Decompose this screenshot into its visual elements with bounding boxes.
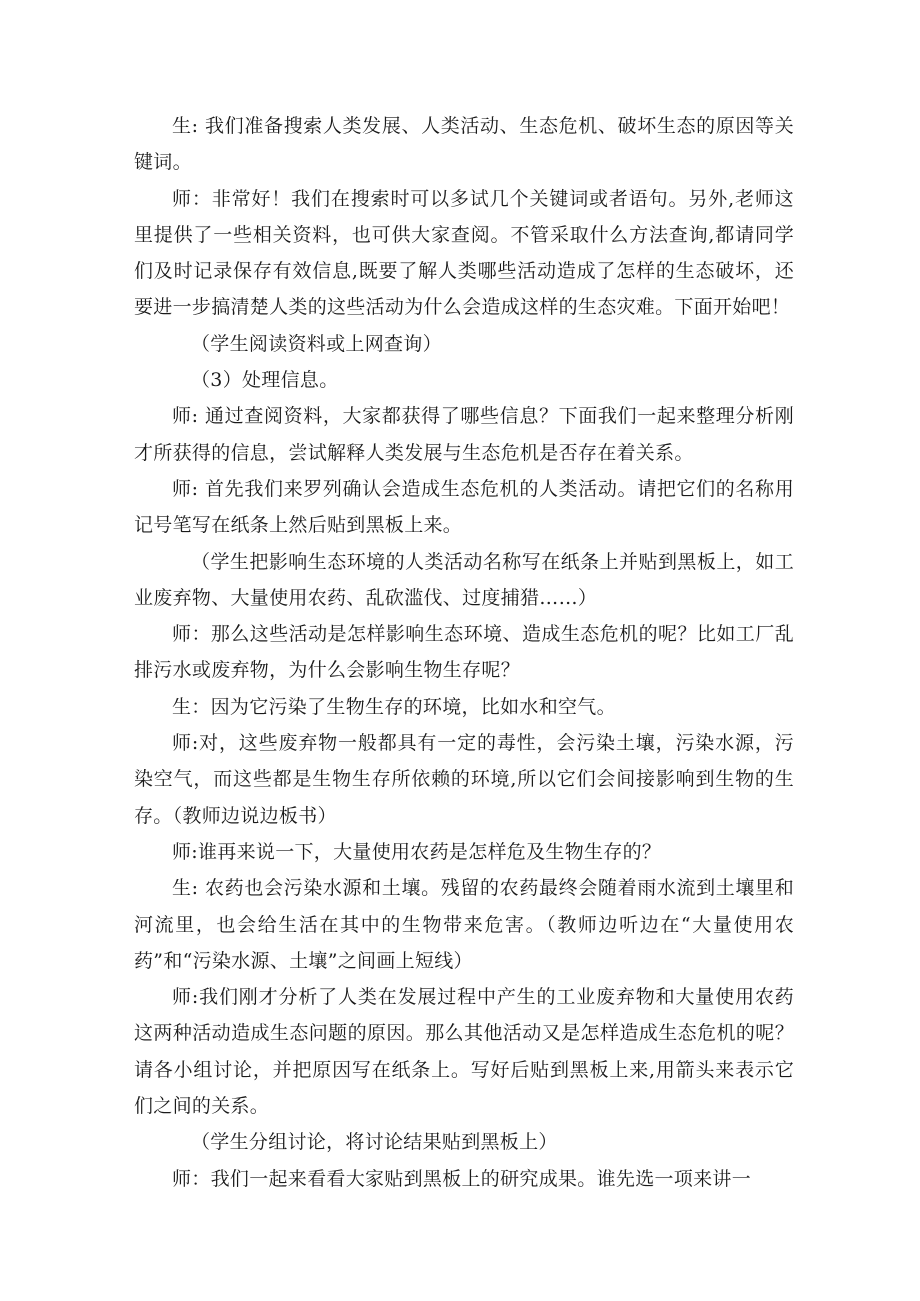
paragraph: 师: 首先我们来罗列确认会造成生态危机的人类活动。请把它们的名称用记号笔写在纸条上然后贴到黑板上来。 xyxy=(134,477,794,537)
document-body xyxy=(134,108,794,1197)
paragraph: （学生把影响生态环境的人类活动名称写在纸条上并贴到黑板上，如工业废弃物、大量使用农药、乱砍滥伐、过度捕猎……） xyxy=(134,550,794,609)
paragraph: 生：因为它污染了生物生存的环境，比如水和空气。 xyxy=(172,695,616,718)
paragraph: 师: 通过查阅资料，大家都获得了哪些信息？下面我们一起来整理分析刚才所获得的信息，尝试解释人类发展与生态危机是否存在着关系。 xyxy=(134,405,794,464)
paragraph: 师:对，这些废弃物一般都具有一定的毒性，会污染土壤，污染水源，污染空气，而这些都是生物生存所依赖的环境,所以它们会间接影响到生物的生存。（教师边说边板书） xyxy=(134,732,794,827)
paragraph: （学生阅读资料或上网查询） xyxy=(191,332,442,355)
paragraph: 师:谁再来说一下，大量使用农药是怎样危及生物生存的？ xyxy=(172,840,662,863)
paragraph: 生: 我们准备搜索人类发展、人类活动、生态危机、破坏生态的原因等关键词。 xyxy=(134,115,794,174)
paragraph: （学生分组讨论，将讨论结果贴到黑板上） xyxy=(191,1131,558,1154)
paragraph: （3）处理信息。 xyxy=(191,369,339,392)
paragraph: 师:我们刚才分析了人类在发展过程中产生的工业废弃物和大量使用农药这两种活动造成生态问题的原因。那么其他活动又是怎样造成生态危机的呢？请各小组讨论，并把原因写在纸条上。写好后贴到黑板上来,用箭头来表示它们之间的关系。 xyxy=(134,986,794,1118)
paragraph: 生: 农药也会污染水源和土壤。残留的农药最终会随着雨水流到土壤里和河流里，也会给生活在其中的生物带来危害。（教师边听边在“大量使用农药”和“污染水源、土壤”之间画上短线） xyxy=(134,877,794,972)
paragraph: 师：我们一起来看看大家贴到黑板上的研究成果。谁先选一项来讲一 xyxy=(172,1167,752,1190)
paragraph: 师：那么这些活动是怎样影响生态环境、造成生态危机的呢？比如工厂乱排污水或废弃物，为什么会影响生物生存呢？ xyxy=(134,623,794,682)
paragraph: 师：非常好！我们在搜索时可以多试几个关键词或者语句。另外,老师这里提供了一些相关资料，也可供大家查阅。不管采取什么方法查询,都请同学们及时记录保存有效信息,既要了解人类哪些活动造成了怎样的生态破坏，还要进一步搞清楚人类的这些活动为什么会造成这样的生态灾难。下面开始吧！ xyxy=(134,187,794,319)
